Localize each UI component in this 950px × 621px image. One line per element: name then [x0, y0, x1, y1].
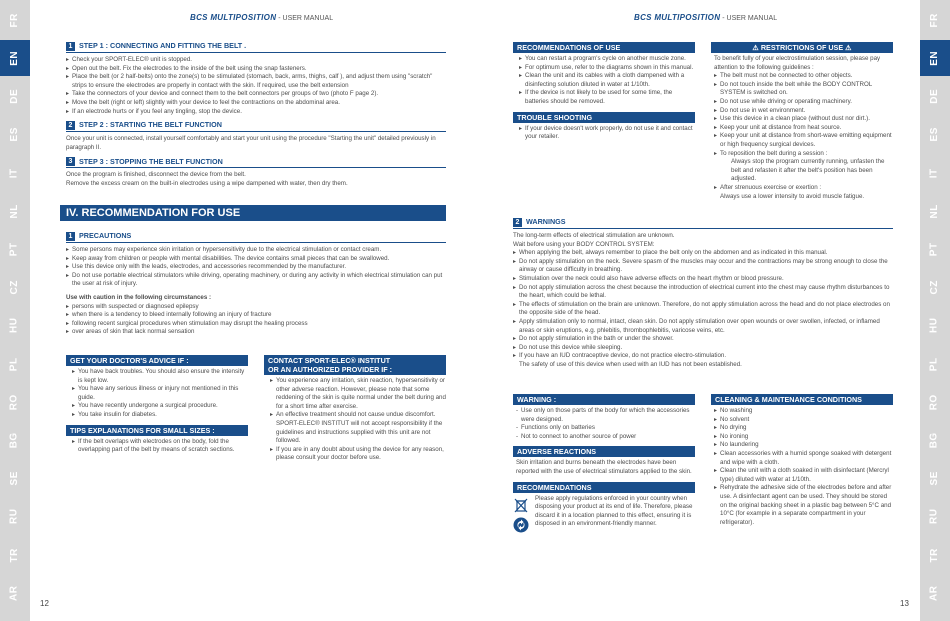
restrictions-box: [711, 42, 893, 201]
language-tab-hu[interactable]: [920, 308, 950, 344]
language-tab-label: EN: [928, 50, 940, 66]
language-tab-label: ES: [8, 127, 20, 142]
language-tab-label: DE: [928, 88, 940, 104]
warnings-section: [513, 218, 893, 370]
step1-title: 1 STEP 1 : CONNECTING AND FITTING THE BELT .: [66, 42, 446, 53]
warning-triangle-icon: ⚠: [845, 43, 852, 52]
warnings-title: 2 WARNINGS: [513, 218, 893, 229]
language-tab-en[interactable]: [920, 40, 950, 76]
cleaning-title: CLEANING & MAINTENANCE CONDITIONS: [711, 394, 893, 405]
recommendations-title: RECOMMENDATIONS: [513, 482, 695, 493]
list-item: ▸ Take the connectors of your device and connect them to the belt connectors per groups of two (photo F page 2).: [66, 90, 446, 99]
language-tab-label: RU: [928, 508, 940, 525]
restrictions-intro: To benefit fully of your electrostimulation session, please pay attention to the following guidelines :: [714, 55, 881, 71]
trouble-shooting-list: [513, 125, 695, 142]
list-item: - Not to connect to another source of power: [516, 433, 695, 442]
language-tab-label: PT: [928, 242, 940, 257]
list-item: ▸ No washing: [714, 407, 893, 416]
list-item: ▸ Some persons may experience skin irritation or hypersensitivity due to the electrical stimulation or contact cream.: [66, 246, 446, 255]
list-item: ▸ over areas of skin that lack normal sensation: [66, 328, 446, 337]
language-tab-bg[interactable]: [920, 422, 950, 458]
step3-text: [66, 171, 446, 188]
list-item: ▸ You can restart a program's cycle on another muscle zone.: [519, 55, 695, 64]
adverse-reactions-text: Skin irritation and burns beneath the electrodes have been reported with the use of electrical stimulators applied to the skin.: [516, 459, 692, 475]
list-item: ▸ Apply stimulation only to normal, intact, clean skin. Do not apply stimulation over open wounds or over swollen, infected, or inflamed areas or skin eruptions, e.g. phlebitis, thrombophlebitis, varicose veins, etc.: [513, 318, 893, 335]
language-tab-pl[interactable]: [920, 346, 950, 382]
language-tab-pt[interactable]: [0, 231, 30, 267]
list-item: ▸ Keep your unit at distance from heat source.: [714, 124, 893, 133]
restrictions-list: [711, 72, 893, 158]
list-item: ▸ Keep away from children or people with mental disabilities. The device contains small pieces that can be swallowed.: [66, 255, 446, 264]
recommendations-of-use-list: [513, 55, 695, 107]
step3-title: 3 STEP 3 : STOPPING THE BELT FUNCTION: [66, 157, 446, 168]
page-number-left: 12: [40, 599, 49, 608]
warning-box: [513, 394, 695, 533]
language-tab-en[interactable]: [0, 40, 30, 76]
caution-list: [66, 303, 446, 337]
list-item: ▸ Do not apply stimulation on the neck. Severe spasm of the muscles may occur and the contractions may be strong enough to close the airway or cause difficulty in breathing.: [513, 258, 893, 275]
language-tab-se[interactable]: [920, 460, 950, 496]
language-tab-ru[interactable]: [0, 499, 30, 535]
tips-title: TIPS EXPLANATIONS FOR SMALL SIZES :: [66, 425, 248, 436]
language-tab-label: TR: [928, 547, 940, 562]
cleaning-box: [711, 394, 893, 527]
language-tab-tr[interactable]: [920, 537, 950, 573]
list-item: ▸ You have recently undergone a surgical procedure.: [72, 402, 248, 411]
list-item: ▸ persons with suspected or diagnosed epilepsy: [66, 303, 446, 312]
warning-triangle-icon: ⚠: [752, 43, 759, 52]
section-iv-title: IV. RECOMMENDATION FOR USE: [60, 205, 446, 221]
language-tab-fr[interactable]: [0, 2, 30, 38]
language-tab-label: DE: [8, 88, 20, 104]
language-tab-label: SE: [928, 471, 940, 486]
doctor-advice-list: [66, 368, 248, 420]
list-item: ▸ Clean the unit and its cables with a cloth dampened with a disinfecting solution diluted in water at 1/10th.: [519, 72, 695, 89]
list-item: ▸ No ironing: [714, 433, 893, 442]
language-tab-de[interactable]: [0, 78, 30, 114]
language-tab-ro[interactable]: [920, 384, 950, 420]
crossed-bin-icon: [513, 497, 529, 513]
language-tab-label: PL: [8, 356, 20, 371]
language-tab-se[interactable]: [0, 460, 30, 496]
language-tab-it[interactable]: [0, 155, 30, 191]
contact-box: [264, 355, 446, 463]
list-item: ▸ You have back troubles. You should also ensure the intensity is kept low.: [72, 368, 248, 385]
list-item: ▸ when there is a tendency to bleed internally following an injury of fracture: [66, 311, 446, 320]
list-item: ▸ For optimum use, refer to the diagrams shown in this manual.: [519, 64, 695, 73]
language-tab-pt[interactable]: [920, 231, 950, 267]
list-item: ▸ The belt must not be connected to other objects.: [714, 72, 893, 81]
list-item: ▸ You take insulin for diabetes.: [72, 411, 248, 420]
list-item: ▸ Do not use in wet environment.: [714, 107, 893, 116]
page-header-left: [190, 14, 333, 24]
language-tab-de[interactable]: [920, 78, 950, 114]
language-tab-label: PL: [928, 356, 940, 371]
list-item: ▸ Open out the belt. Fix the electrodes to the inside of the belt using the snap fasteners.: [66, 65, 446, 74]
language-tab-label: AR: [928, 585, 940, 601]
language-tab-label: CZ: [8, 280, 20, 295]
language-tab-label: PT: [8, 242, 20, 257]
language-tab-pl[interactable]: [0, 346, 30, 382]
step2-title: 2 STEP 2 : STARTING THE BELT FUNCTION: [66, 121, 446, 132]
text-line: The long-term effects of electrical stimulation are unknown.: [513, 232, 675, 239]
language-tab-nl[interactable]: [0, 193, 30, 229]
list-item: - Use only on those parts of the body for which the accessories were designed.: [516, 407, 695, 424]
text-line: Wait before using your BODY CONTROL SYSTEM:: [513, 240, 655, 248]
language-sidebar-left: [0, 0, 30, 621]
doctor-advice-box: [66, 355, 248, 455]
brand-name: BCS MULTIPOSITION: [190, 13, 277, 22]
language-tab-label: NL: [8, 203, 20, 219]
language-tab-ru[interactable]: [920, 499, 950, 535]
list-item: ▸ Check your SPORT-ELEC® unit is stopped.: [66, 56, 446, 65]
language-tab-es[interactable]: [0, 117, 30, 153]
language-tab-label: SE: [8, 471, 20, 486]
doctor-advice-title: GET YOUR DOCTOR'S ADVICE IF :: [66, 355, 248, 366]
language-tab-label: NL: [928, 203, 940, 219]
list-item: ▸ Do not use this device while sleeping.: [513, 344, 893, 353]
list-item: ▸ Place the belt (or 2 half-belts) onto the zone(s) to be stimulated (stomach, back, arms, thighs, calf ), and adjust them using "scratch" strips to ensure the electrodes are properly in contact with the skin. If required, use the belt extension: [66, 73, 446, 90]
language-tab-nl[interactable]: [920, 193, 950, 229]
after-exercise-text: [711, 193, 893, 202]
contact-title: CONTACT SPORT-ELEC® INSTITUT OR AN AUTHORIZED PROVIDER IF :: [264, 355, 446, 375]
list-item: ▸ No solvent: [714, 416, 893, 425]
reposition-text: [711, 158, 893, 184]
section-iv: [60, 205, 446, 227]
step2-text: Once your unit is connected, install yourself comfortably and start your unit using the procedure "Starting the unit" detailed previously in paragraph II.: [66, 135, 436, 151]
tips-list: [66, 438, 248, 455]
list-item: ▸ Do not use portable electrical stimulators while driving, operating machinery, or during any activity in which electrical stimulation can put the user at risk of injury.: [66, 272, 446, 289]
language-tab-ro[interactable]: [0, 384, 30, 420]
header-suffix: - USER MANUAL: [276, 15, 334, 22]
language-tab-cz[interactable]: [0, 269, 30, 305]
list-item: ▸ If an electrode hurts or if you feel any tingling, stop the device.: [66, 108, 446, 117]
text-line: Remove the excess cream on the built-in electrodes using a wipe dampened with water, then dry them.: [66, 179, 348, 187]
page-number-right: 13: [900, 599, 909, 608]
list-item: ▸ Use this device only with the leads, electrodes, and accessories recommended by the manufacturer.: [66, 263, 446, 272]
language-tab-label: AR: [8, 585, 20, 601]
language-tab-es[interactable]: [920, 117, 950, 153]
cleaning-list: [711, 407, 893, 527]
language-tab-fr[interactable]: [920, 2, 950, 38]
warnings-outro: The safety of use of this device when used with an IUD has not been established.: [519, 360, 742, 368]
recommendations-body: [513, 495, 695, 533]
language-tab-label: ES: [928, 127, 940, 142]
language-tab-label: RO: [928, 394, 940, 410]
text-line: Always use a lower intensity to avoid muscle fatigue.: [720, 192, 865, 200]
recommendations-text: Please apply regulations enforced in your country when disposing your product at its end of life. Therefore, please discard it in a location planned to this effect, ensuring it is disposed in an environment-friendly manner.: [535, 494, 693, 528]
language-tab-cz[interactable]: [920, 269, 950, 305]
text-line: Once the program is finished, disconnect the device from the belt.: [66, 171, 246, 179]
precautions-section: [66, 232, 446, 337]
language-tab-it[interactable]: [920, 155, 950, 191]
list-item: ▸ Use this device in a clean place (without dust nor dirt.).: [714, 115, 893, 124]
language-tab-label: HU: [928, 317, 940, 334]
recycle-icon: [513, 517, 529, 533]
list-item: ▸ Clean the unit with a cloth soaked in with disinfectant (Mercryl type) diluted with water at 1/10th.: [714, 467, 893, 484]
list-item: ▸ Do not touch inside the belt while the BODY CONTROL SYSTEM is switched on.: [714, 81, 893, 98]
list-item: ▸ Keep your unit at distance from short-wave emitting equipment or high frequency surgical devices.: [714, 132, 893, 149]
language-tab-ar[interactable]: [0, 575, 30, 611]
language-tab-label: IT: [928, 167, 940, 178]
page-header-right: [634, 14, 777, 24]
language-tab-tr[interactable]: [0, 537, 30, 573]
warnings-intro: [513, 232, 893, 249]
language-tab-label: HU: [8, 317, 20, 334]
language-tab-ar[interactable]: [920, 575, 950, 611]
step1-list: [66, 56, 446, 116]
left-page-top: [66, 42, 446, 189]
warning-list: [513, 407, 695, 441]
list-item: ▸ An effective treatment should not cause undue discomfort. SPORT-ELEC® INSTITUT will not accept responsibility if the guidelines and instructions supplied with this unit are not followed.: [270, 411, 446, 445]
list-item: ▸ To reposition the belt during a session :: [714, 150, 893, 159]
text-line: Always stop the program currently running, unfasten the belt and refasten it after the belt's position has been adjusted.: [731, 158, 885, 183]
caution-title: Use with caution in the following circumstances :: [66, 293, 212, 301]
after-exercise-item: ▸ After strenuous exercise or exertion :: [711, 184, 893, 193]
language-tab-label: BG: [8, 432, 20, 449]
list-item: ▸ No drying: [714, 424, 893, 433]
list-item: ▸ Rehydrate the adhesive side of the electrodes before and after use. A disinfectant agent can be used. They should be stored on the original backing sheet in a plastic bag between 5°C and 10°C (for example in a separate compartment in your refrigerator).: [714, 484, 893, 527]
list-item: ▸ following recent surgical procedures when stimulation may disrupt the healing process: [66, 320, 446, 329]
language-tab-label: FR: [928, 12, 940, 28]
list-item: ▸ If you are in any doubt about using the device for any reason, please consult your doctor before use.: [270, 446, 446, 463]
recommendations-of-use-title: RECOMMENDATIONS OF USE: [513, 42, 695, 53]
language-tab-label: TR: [8, 547, 20, 562]
recommendations-of-use-box: [513, 42, 695, 142]
list-item: ▸ No laundering: [714, 441, 893, 450]
trouble-shooting-title: TROUBLE SHOOTING: [513, 112, 695, 123]
list-item: ▸ Do not use while driving or operating machinery.: [714, 98, 893, 107]
list-item: ▸ Do not apply stimulation in the bath or under the shower.: [513, 335, 893, 344]
warning-title: WARNING :: [513, 394, 695, 405]
list-item: ▸ If your device doesn't work properly, do not use it and contact your retailer.: [519, 125, 695, 142]
adverse-reactions-title: ADVERSE REACTIONS: [513, 446, 695, 457]
language-tab-label: FR: [8, 12, 20, 28]
brand-name: BCS MULTIPOSITION: [634, 13, 721, 22]
list-item: - Functions only on batteries: [516, 424, 695, 433]
language-tab-label: IT: [8, 167, 20, 178]
language-tab-label: CZ: [928, 280, 940, 295]
language-tab-bg[interactable]: [0, 422, 30, 458]
header-suffix: - USER MANUAL: [720, 15, 778, 22]
language-tab-label: EN: [8, 50, 20, 66]
language-tab-hu[interactable]: [0, 308, 30, 344]
list-item: ▸ If you have an IUD contraceptive device, do not practice electro-stimulation.: [513, 352, 893, 361]
language-sidebar-right: [920, 0, 950, 621]
language-tab-label: BG: [928, 432, 940, 449]
list-item: ▸ If the device is not likely to be used for some time, the batteries should be removed.: [519, 89, 695, 106]
list-item: ▸ Move the belt (right or left) slightly with your device to feel the contractions on the abdominal area.: [66, 99, 446, 108]
list-item: ▸ Stimulation over the neck could also have adverse effects on the heart rhythm or blood pressure.: [513, 275, 893, 284]
restrictions-title: ⚠ RESTRICTIONS OF USE ⚠: [711, 42, 893, 53]
warnings-list: [513, 249, 893, 361]
language-tab-label: RU: [8, 508, 20, 525]
contact-list: [264, 377, 446, 463]
list-item: ▸ When applying the belt, always remember to place the belt only on the abdomen and as indicated in this manual.: [513, 249, 893, 258]
list-item: ▸ You experience any irritation, skin reaction, hypersensitivity or other adverse reaction. However, please note that some reddening of the skin is quite normal under the belt during and for a short time after exercise.: [270, 377, 446, 411]
list-item: ▸ Clean accessories with a humid sponge soaked with detergent and wipe with a cloth.: [714, 450, 893, 467]
language-tab-label: RO: [8, 394, 20, 410]
list-item: ▸ The effects of stimulation on the brain are unknown. Therefore, do not apply stimulation across the head and do not place electrodes on the opposite side of the head.: [513, 301, 893, 318]
precautions-list: [66, 246, 446, 289]
precautions-title: 1 PRECAUTIONS: [66, 232, 446, 243]
list-item: ▸ You have any serious illness or injury not mentioned in this guide.: [72, 385, 248, 402]
list-item: ▸ Do not apply stimulation across the chest because the introduction of electrical current into the chest may cause rhythm disturbances to the heart, which could be lethal.: [513, 284, 893, 301]
list-item: ▸ If the belt overlaps with electrodes on the body, fold the overlapping part of the belt by means of scratch sections.: [72, 438, 248, 455]
